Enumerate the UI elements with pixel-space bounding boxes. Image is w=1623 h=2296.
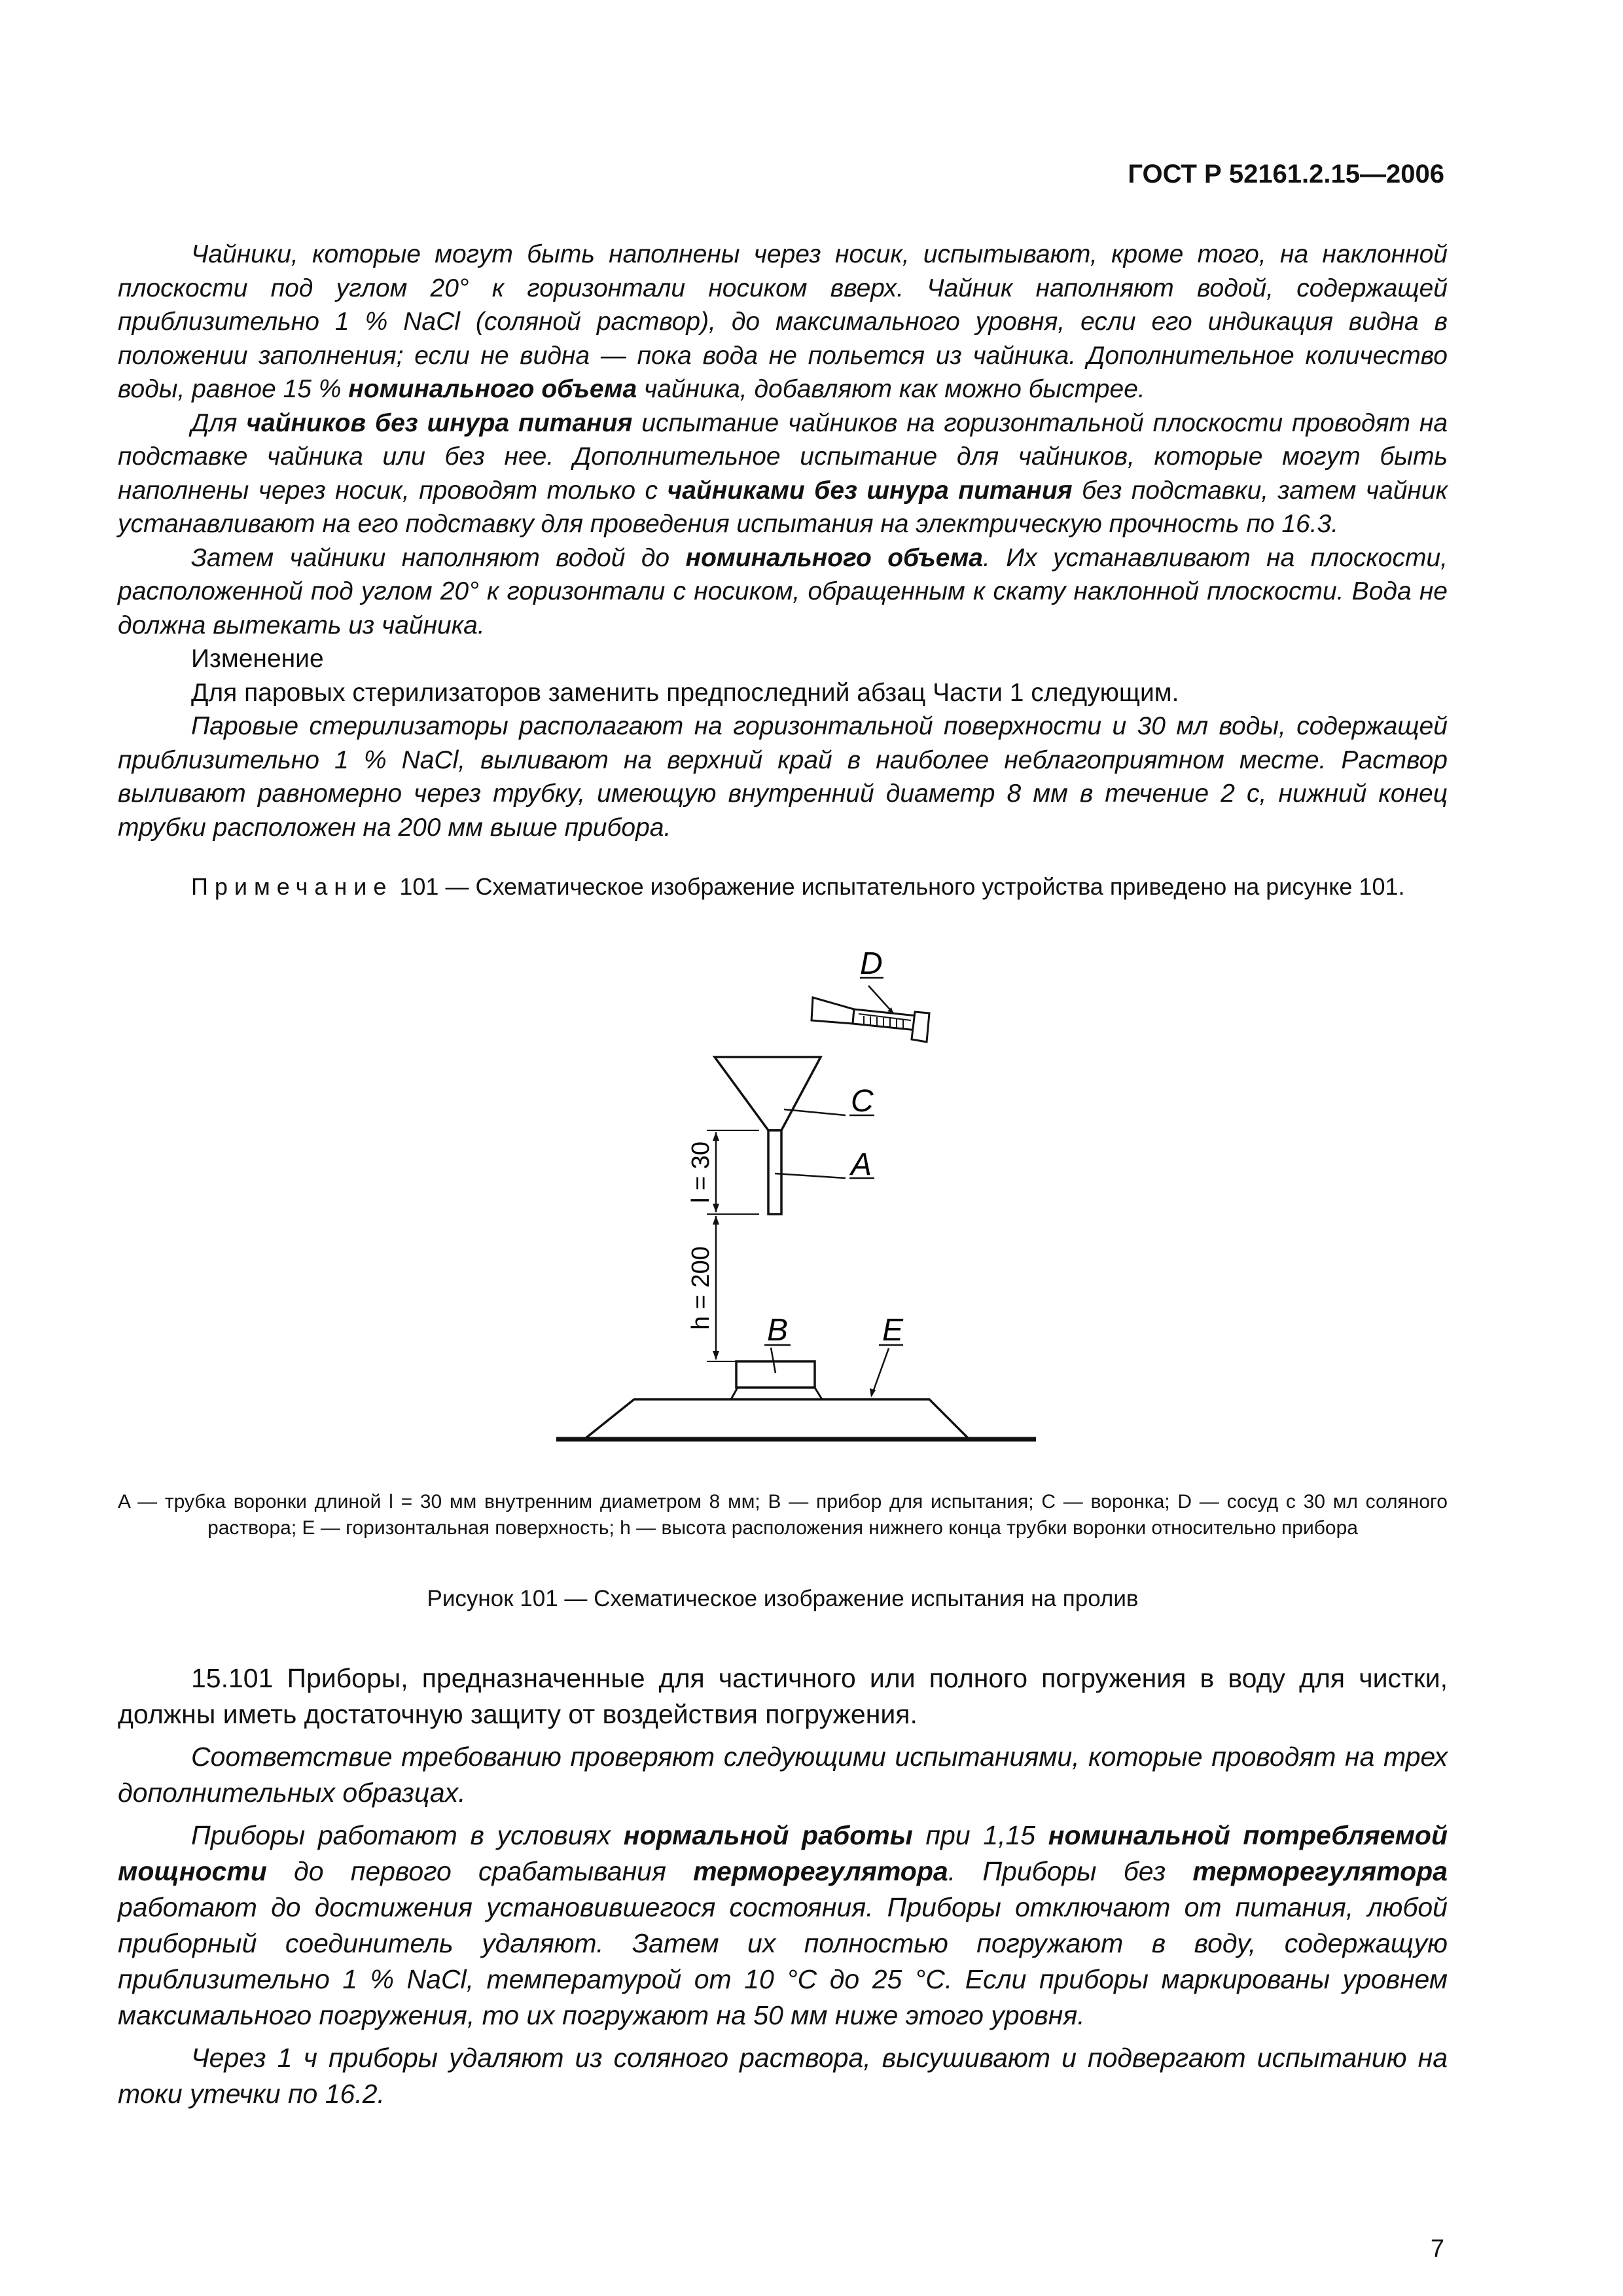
leader-a xyxy=(775,1174,846,1178)
term-bold: терморегулятора xyxy=(693,1856,948,1886)
legend-text: A — трубка воронки длиной l = 30 мм внутренним диаметром 8 мм; B — прибор для испытания; C — воронка; D — сосуд с 30 мл соляного раствора; E — горизонтальная поверхность; h — высота расположения нижнего конца трубки воронки относительно прибора xyxy=(118,1491,1448,1539)
term-bold: нормальной работы xyxy=(623,1820,913,1850)
term-bold: терморегулятора xyxy=(1192,1856,1448,1886)
document-code: ГОСТ Р 52161.2.15—2006 xyxy=(1128,160,1444,188)
leader-e xyxy=(872,1348,889,1395)
paragraph xyxy=(118,1818,1448,2034)
text-run: до первого срабатывания xyxy=(266,1856,694,1886)
change-label: Изменение xyxy=(191,645,324,673)
paragraph: Соответствие требованию проверяют следующими испытаниями, которые проводят на трех дополнительных образцах. xyxy=(118,1742,1448,1808)
label-b: B xyxy=(767,1313,789,1348)
term-bold: чайников без шнура питания xyxy=(246,408,633,437)
section-15-101 xyxy=(118,1660,1448,2119)
section-kettles xyxy=(118,238,1448,844)
term-bold: номинального объема xyxy=(348,375,637,403)
paragraph: Паровые стерилизаторы располагают на горизонтальной поверхности и 30 мл воды, содержащей приблизительно 1 % NaCl, выливают на верхний край в наиболее неблагоприятном месте. Раствор выливают равномерно через трубку, имеющую внутренний диаметр 8 мм в течение 2 с, нижний конец трубки расположен на 200 мм выше прибора. xyxy=(118,712,1448,842)
label-d: D xyxy=(860,948,883,981)
text-run: Чайники, которые могут быть наполнены через носик, испытывают, кроме того, на наклонной плоскости под углом 20° к горизонтали носиком вверх. Чайник наполняют водой, содержащей приблизительно 1 % NaCl (соляной раствор), до максимального уровня, если его индикация видна в положении заполнения; если не видна — пока вода не польется из чайника. Дополнительное количество воды, равное 15 % xyxy=(118,240,1448,403)
stand xyxy=(585,1399,969,1439)
text-run: . Приборы без xyxy=(948,1856,1193,1886)
label-c: C xyxy=(851,1084,874,1119)
vessel-d xyxy=(812,997,929,1042)
tube-a xyxy=(768,1130,781,1214)
text-run: без подставки, затем чайник устанавливают на его подставку для проведения испытания на электрическую прочность по 16.3. xyxy=(118,476,1448,538)
dim-label-l: l = 30 xyxy=(687,1141,715,1204)
text-run: при 1,15 xyxy=(912,1820,1048,1850)
term-bold: номинального объема xyxy=(685,543,983,572)
label-e: E xyxy=(882,1313,904,1348)
paragraph: Через 1 ч приборы удаляют из соляного раствора, высушивают и подвергают испытанию на токи утечки по 16.2. xyxy=(118,2043,1448,2109)
text-run: чайника, добавляют как можно быстрее. xyxy=(637,375,1145,403)
dim-label-h: h = 200 xyxy=(687,1246,715,1330)
text-run: Приборы работают в условиях xyxy=(191,1820,624,1850)
note-text: 101 — Схематическое изображение испытательного устройства приведено на рисунке 101. xyxy=(393,873,1405,900)
text-run: . Их устанавливают на плоскости, расположенной под углом 20° к горизонтали с носиком, обращенным к скату наклонной плоскости. Вода не должна вытекать из чайника. xyxy=(118,543,1448,639)
spill-test-diagram xyxy=(510,948,1060,1471)
vessel-body xyxy=(812,997,854,1024)
text-run: Затем чайники наполняют водой до xyxy=(191,543,686,572)
page-number: 7 xyxy=(1430,2235,1444,2263)
appliance-fillets xyxy=(731,1388,822,1399)
appliance-b xyxy=(736,1361,815,1388)
arrowhead-e xyxy=(870,1388,876,1397)
note xyxy=(118,870,1448,903)
dimension-h xyxy=(687,1215,759,1361)
paragraph xyxy=(118,541,1448,643)
paragraph: 15.101 Приборы, предназначенные для частичного или полного погружения в воду для чистки, должны иметь достаточную защиту от воздействия погружения. xyxy=(118,1663,1448,1729)
dimension-l xyxy=(687,1130,759,1214)
figure-legend xyxy=(118,1489,1448,1541)
note-label: Примечание xyxy=(191,873,393,900)
text-run: испытание чайников на горизонтальной плоскости проводят на подставке чайника или без нее. Дополнительное испытание для чайников, которые могут быть наполнены через носик, проводят только с xyxy=(118,408,1448,505)
text-run: работают до достижения установившегося состояния. Приборы отключают от питания, любой приборный соединитель удаляют. Затем их полностью погружают в воду, содержащую приблизительно 1 % NaCl, температурой от 10 °С до 25 °С. Если приборы маркированы уровнем максимального погружения, то их погружают на 50 мм ниже этого уровня. xyxy=(118,1892,1448,2030)
paragraph xyxy=(118,238,1448,406)
vessel-cap xyxy=(912,1012,929,1042)
term-bold: чайниками без шнура питания xyxy=(667,476,1073,505)
label-a: A xyxy=(851,1147,872,1182)
figure-caption: Рисунок 101 — Схематическое изображение испытания на пролив xyxy=(427,1586,1139,1611)
change-text: Для паровых стерилизаторов заменить предпоследний абзац Части 1 следующим. xyxy=(191,678,1179,707)
funnel-c xyxy=(715,1057,821,1130)
term-bold: номинальной потребляемой мощности xyxy=(118,1820,1448,1886)
leader-c xyxy=(784,1109,846,1115)
paragraph xyxy=(118,406,1448,541)
text-run: Для xyxy=(191,408,247,437)
note-paragraph xyxy=(118,870,1448,903)
